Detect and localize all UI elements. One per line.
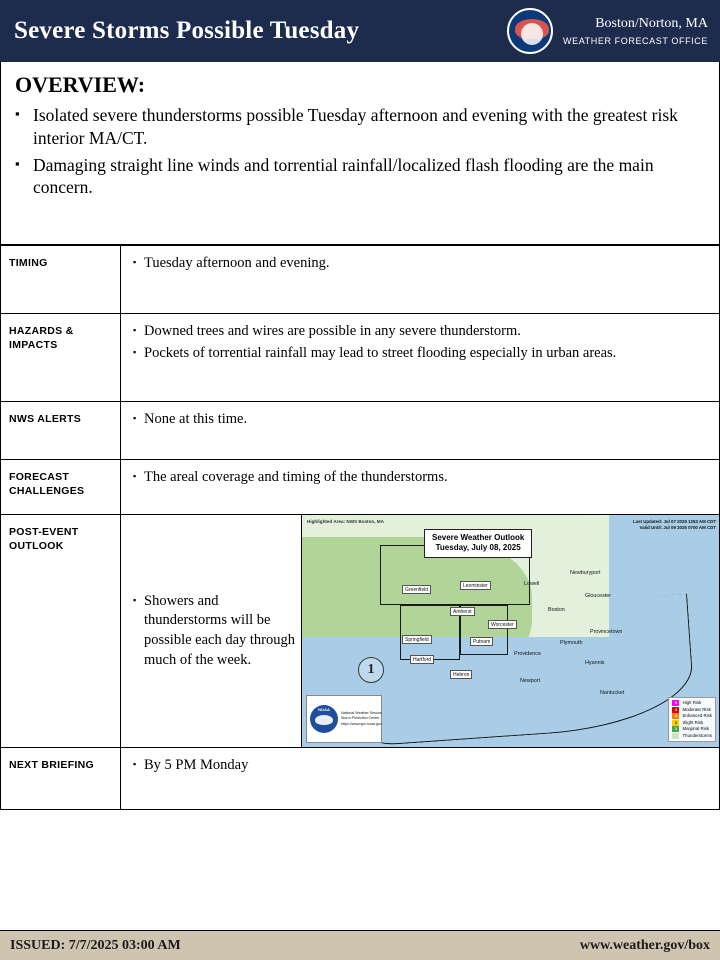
bullet-icon: ▪ bbox=[133, 346, 137, 357]
list-item-text: None at this time. bbox=[144, 411, 248, 427]
legend-item bbox=[672, 720, 712, 726]
map-title-line1: Severe Weather Outlook bbox=[432, 533, 525, 542]
legend-label: Thunderstorms bbox=[682, 732, 712, 738]
legend-label: Moderate Risk bbox=[682, 706, 711, 712]
map-city-label: Putnam bbox=[470, 637, 493, 646]
bullet-icon: ▪ bbox=[133, 759, 137, 769]
map-city-label: Lowell bbox=[524, 581, 540, 587]
legend-swatch: 2 bbox=[672, 720, 679, 726]
office-name: Boston/Norton, MA bbox=[595, 16, 708, 32]
page-title: Severe Storms Possible Tuesday bbox=[14, 17, 360, 44]
map-title-line2: Tuesday, July 08, 2025 bbox=[435, 543, 521, 553]
map-city-label: Hyannis bbox=[585, 660, 605, 666]
row-label-post-event: POST-EVENT OUTLOOK bbox=[1, 515, 121, 748]
row-content-timing bbox=[121, 246, 720, 314]
map-highlight-note: Highlighted Area: NWS Boston, MA bbox=[307, 519, 384, 524]
list-item bbox=[133, 410, 709, 430]
briefing-table bbox=[0, 245, 720, 810]
map-city-label: Boston bbox=[548, 607, 565, 613]
list-item-text: The areal coverage and timing of the thunderstorms. bbox=[144, 469, 448, 485]
noaa-logo-label: NOAA bbox=[318, 707, 330, 712]
list-item-text: Pockets of torrential rainfall may lead to street flooding especially in urban areas. bbox=[144, 344, 617, 361]
map-city-label: Worcester bbox=[488, 620, 517, 629]
post-event-text-block bbox=[121, 515, 301, 747]
legend-item bbox=[672, 700, 712, 706]
bullet-icon: ▪ bbox=[133, 594, 137, 605]
bullet-icon: ▪ bbox=[15, 155, 20, 171]
row-label-next-briefing: NEXT BRIEFING bbox=[1, 748, 121, 810]
bullet-icon: ▪ bbox=[133, 257, 137, 267]
map-city-label: Hebron bbox=[450, 670, 472, 679]
map-city-label: Newburyport bbox=[570, 570, 601, 576]
list-item-text: By 5 PM Monday bbox=[144, 757, 249, 773]
map-title-box bbox=[424, 529, 532, 558]
legend-item bbox=[672, 713, 712, 719]
noaa-spc-credit bbox=[306, 695, 382, 743]
list-item bbox=[133, 592, 295, 670]
legend-swatch: 3 bbox=[672, 713, 679, 719]
list-item-text: Showers and thunderstorms will be possible each day through much of the week. bbox=[144, 592, 296, 668]
legend-item bbox=[672, 726, 712, 732]
table-row bbox=[1, 246, 720, 314]
legend-swatch: 1 bbox=[672, 726, 679, 732]
office-info bbox=[563, 15, 708, 47]
bullet-icon: ▪ bbox=[133, 471, 137, 481]
list-item bbox=[133, 468, 709, 488]
map-update-times bbox=[633, 519, 716, 532]
map-city-label: Newport bbox=[520, 678, 541, 684]
list-item bbox=[133, 344, 709, 364]
table-row bbox=[1, 402, 720, 460]
map-valid-until: Valid Until: Jul 09 2025 0700 AM CDT bbox=[639, 525, 716, 531]
page-footer bbox=[0, 930, 720, 960]
overview-bullet bbox=[15, 154, 705, 200]
issued-timestamp: ISSUED: 7/7/2025 03:00 AM bbox=[10, 937, 181, 953]
website-link[interactable]: www.weather.gov/box bbox=[579, 937, 710, 953]
row-label-hazards: HAZARDS & IMPACTS bbox=[1, 314, 121, 402]
map-city-label: Providence bbox=[514, 651, 541, 657]
map-last-updated: Last Updated: Jul 07 2025 1253 AM CDT bbox=[632, 519, 716, 524]
table-row bbox=[1, 460, 720, 515]
list-item bbox=[133, 756, 709, 776]
table-row bbox=[1, 515, 720, 748]
map-legend bbox=[668, 697, 716, 742]
overview-section bbox=[0, 62, 720, 245]
page-header bbox=[0, 0, 720, 62]
legend-label: Slight Risk bbox=[682, 719, 704, 725]
row-label-alerts: NWS ALERTS bbox=[1, 402, 121, 460]
row-content-alerts bbox=[121, 402, 720, 460]
legend-label: Enhanced Risk bbox=[682, 713, 712, 719]
row-content-post-event bbox=[121, 515, 720, 748]
office-subtitle: WEATHER FORECAST OFFICE bbox=[563, 35, 708, 46]
list-item bbox=[133, 322, 709, 342]
list-item bbox=[133, 254, 709, 274]
legend-swatch bbox=[672, 733, 679, 739]
noaa-line-3: https://www.spc.noaa.gov bbox=[341, 721, 382, 726]
list-item-text: Downed trees and wires are possible in any severe thunderstorm. bbox=[144, 323, 521, 339]
legend-label: Marginal Risk bbox=[682, 726, 710, 732]
map-city-label: Provincetown bbox=[590, 629, 623, 635]
overview-bullet bbox=[15, 104, 705, 150]
noaa-credit-text bbox=[341, 711, 382, 727]
legend-swatch: 5 bbox=[672, 700, 679, 706]
legend-item bbox=[672, 707, 712, 713]
row-content-hazards bbox=[121, 314, 720, 402]
map-city-label: Plymouth bbox=[560, 640, 583, 646]
severe-weather-outlook-map bbox=[301, 515, 719, 747]
map-city-label: Leominster bbox=[460, 581, 491, 590]
map-city-label: Springfield bbox=[402, 635, 432, 644]
overview-heading: OVERVIEW: bbox=[15, 72, 146, 97]
bullet-icon: ▪ bbox=[133, 325, 137, 335]
noaa-line-1: National Weather Service bbox=[341, 710, 382, 715]
bullet-icon: ▪ bbox=[133, 413, 137, 423]
map-city-label: Hartford bbox=[410, 655, 434, 664]
table-row bbox=[1, 748, 720, 810]
row-content-next-briefing bbox=[121, 748, 720, 810]
noaa-logo-icon bbox=[310, 705, 338, 733]
noaa-line-2: Storm Prediction Center bbox=[341, 716, 380, 721]
legend-item bbox=[672, 733, 712, 739]
noaa-nws-logo-icon bbox=[507, 8, 553, 54]
risk-category-marker: 1 bbox=[358, 657, 384, 683]
row-label-challenges: FORECAST CHALLENGES bbox=[1, 460, 121, 515]
row-label-timing: TIMING bbox=[1, 246, 121, 314]
legend-label: High Risk bbox=[682, 700, 702, 706]
map-city-label: Greenfield bbox=[402, 585, 431, 594]
list-item-text: Tuesday afternoon and evening. bbox=[144, 255, 330, 271]
map-city-label: Nantucket bbox=[600, 690, 625, 696]
map-city-label: Gloucester bbox=[585, 593, 612, 599]
overview-bullet-text: Isolated severe thunderstorms possible Tuesday afternoon and evening with the greatest risk interior MA/CT. bbox=[33, 105, 678, 148]
row-content-challenges bbox=[121, 460, 720, 515]
table-row bbox=[1, 314, 720, 402]
overview-bullet-text: Damaging straight line winds and torrential rainfall/localized flash flooding are the main concern. bbox=[33, 154, 654, 198]
bullet-icon: ▪ bbox=[15, 106, 20, 121]
legend-swatch: 4 bbox=[672, 707, 679, 713]
map-city-label: Amherst bbox=[450, 607, 475, 616]
header-office-block bbox=[507, 8, 708, 54]
